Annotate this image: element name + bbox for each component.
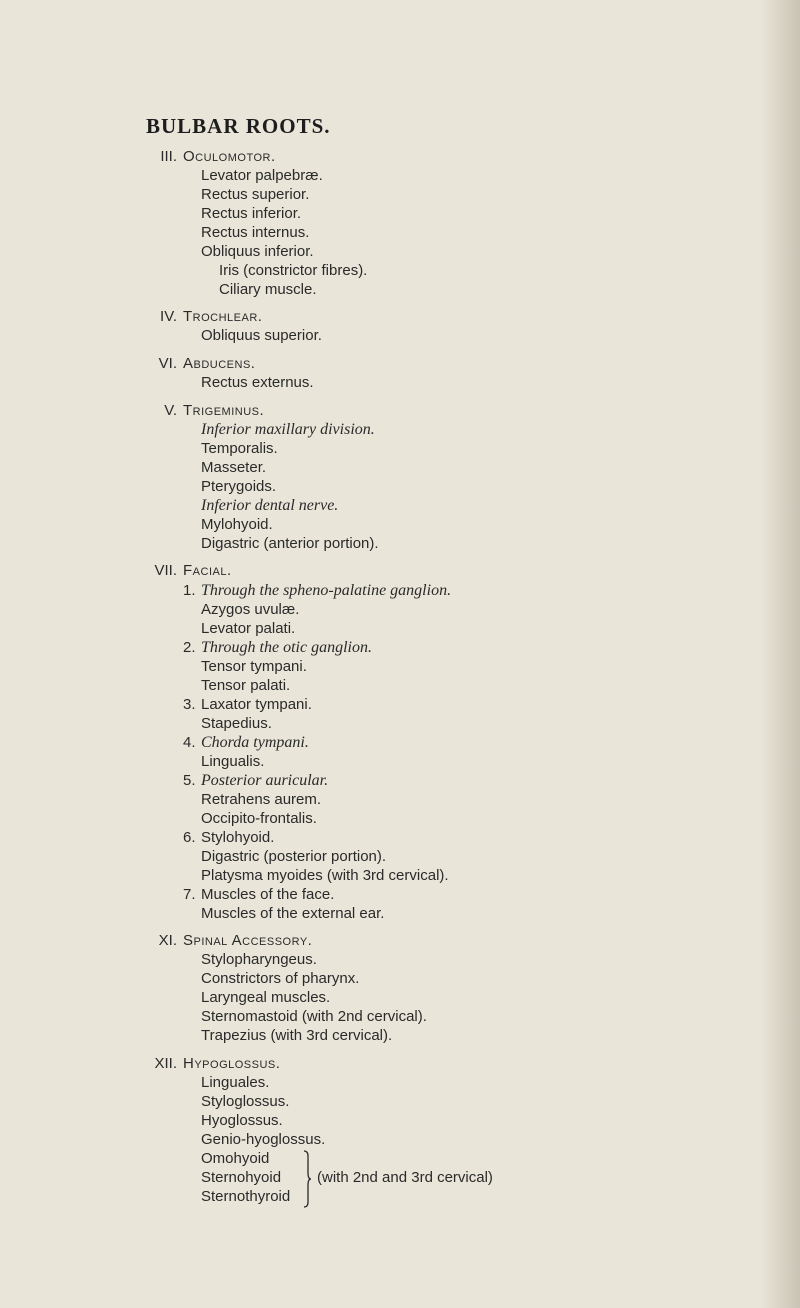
section-numeral: VI. bbox=[158, 355, 177, 372]
muscle-item: Rectus externus. bbox=[201, 374, 314, 391]
muscle-item: Retrahens aurem. bbox=[201, 791, 322, 808]
muscle-item: Temporalis. bbox=[201, 440, 278, 457]
brace-note: (with 2nd and 3rd cervical) bbox=[317, 1169, 493, 1186]
muscle-item: Ciliary muscle. bbox=[219, 281, 317, 298]
muscle-item: Rectus inferior. bbox=[201, 205, 302, 222]
muscle-item: Mylohyoid. bbox=[201, 516, 273, 533]
group-heading: Posterior auricular. bbox=[201, 772, 329, 789]
muscle-item: Rectus internus. bbox=[201, 224, 310, 241]
group-heading: Through the spheno-palatine ganglion. bbox=[201, 582, 452, 599]
muscle-item: Hyoglossus. bbox=[201, 1112, 283, 1129]
muscle-item: Trapezius (with 3rd cervical). bbox=[201, 1027, 393, 1044]
section-numeral: III. bbox=[160, 148, 177, 165]
group-heading: Muscles of the face. bbox=[201, 886, 335, 903]
muscle-item: Obliquus inferior. bbox=[201, 243, 314, 260]
muscle-item: Iris (constrictor fibres). bbox=[219, 262, 368, 279]
muscle-item: Tensor tympani. bbox=[201, 658, 307, 675]
muscle-item: Laryngeal muscles. bbox=[201, 989, 331, 1006]
page-heading: BULBAR ROOTS. bbox=[146, 114, 331, 138]
muscle-item: Lingualis. bbox=[201, 753, 265, 770]
nerve-subheading: Inferior maxillary division. bbox=[201, 421, 375, 438]
nerve-subheading: Inferior dental nerve. bbox=[201, 497, 339, 514]
muscle-item: Azygos uvulæ. bbox=[201, 601, 300, 618]
section-title: Trigeminus. bbox=[183, 402, 265, 419]
section-title: Abducens. bbox=[183, 355, 256, 372]
section-title: Spinal Accessory. bbox=[183, 932, 313, 949]
group-heading: Chorda tympani. bbox=[201, 734, 309, 751]
muscle-item: Masseter. bbox=[201, 459, 267, 476]
group-number: 2. bbox=[183, 639, 196, 656]
group-heading: Laxator tympani. bbox=[201, 696, 312, 713]
muscle-item: Occipito-frontalis. bbox=[201, 810, 317, 827]
muscle-item: Sternohyoid bbox=[201, 1169, 282, 1186]
muscle-item: Tensor palati. bbox=[201, 677, 291, 694]
page-edge-shadow bbox=[760, 0, 800, 1308]
section-numeral: XI. bbox=[158, 932, 177, 949]
muscle-item: Muscles of the external ear. bbox=[201, 905, 385, 922]
section-numeral: IV. bbox=[160, 308, 177, 325]
muscle-item: Stapedius. bbox=[201, 715, 272, 732]
muscle-item: Omohyoid bbox=[201, 1150, 270, 1167]
group-number: 7. bbox=[183, 886, 196, 903]
section-numeral: XII. bbox=[154, 1055, 177, 1072]
group-number: 5. bbox=[183, 772, 196, 789]
section-title: Trochlear. bbox=[183, 308, 263, 325]
section-numeral: V. bbox=[164, 402, 177, 419]
muscle-item: Genio-hyoglossus. bbox=[201, 1131, 326, 1148]
muscle-item: Linguales. bbox=[201, 1074, 270, 1091]
group-number: 1. bbox=[183, 582, 196, 599]
muscle-item: Rectus superior. bbox=[201, 186, 310, 203]
section-title: Oculomotor. bbox=[183, 148, 276, 165]
section-numeral: VII. bbox=[154, 562, 177, 579]
group-heading: Stylohyoid. bbox=[201, 829, 275, 846]
group-number: 3. bbox=[183, 696, 196, 713]
brace-icon bbox=[302, 1150, 312, 1208]
muscle-item: Sternothyroid bbox=[201, 1188, 291, 1205]
muscle-item: Digastric (posterior portion). bbox=[201, 848, 387, 865]
muscle-item: Obliquus superior. bbox=[201, 327, 322, 344]
muscle-item: Styloglossus. bbox=[201, 1093, 290, 1110]
muscle-item: Levator palati. bbox=[201, 620, 296, 637]
group-heading: Through the otic ganglion. bbox=[201, 639, 372, 656]
muscle-item: Stylopharyngeus. bbox=[201, 951, 317, 968]
group-number: 6. bbox=[183, 829, 196, 846]
muscle-item: Sternomastoid (with 2nd cervical). bbox=[201, 1008, 427, 1025]
group-number: 4. bbox=[183, 734, 196, 751]
muscle-item: Digastric (anterior portion). bbox=[201, 535, 379, 552]
muscle-item: Platysma myoides (with 3rd cervical). bbox=[201, 867, 449, 884]
muscle-item: Levator palpebræ. bbox=[201, 167, 323, 184]
section-title: Hypoglossus. bbox=[183, 1055, 281, 1072]
section-title: Facial. bbox=[183, 562, 232, 579]
muscle-item: Pterygoids. bbox=[201, 478, 277, 495]
muscle-item: Constrictors of pharynx. bbox=[201, 970, 360, 987]
